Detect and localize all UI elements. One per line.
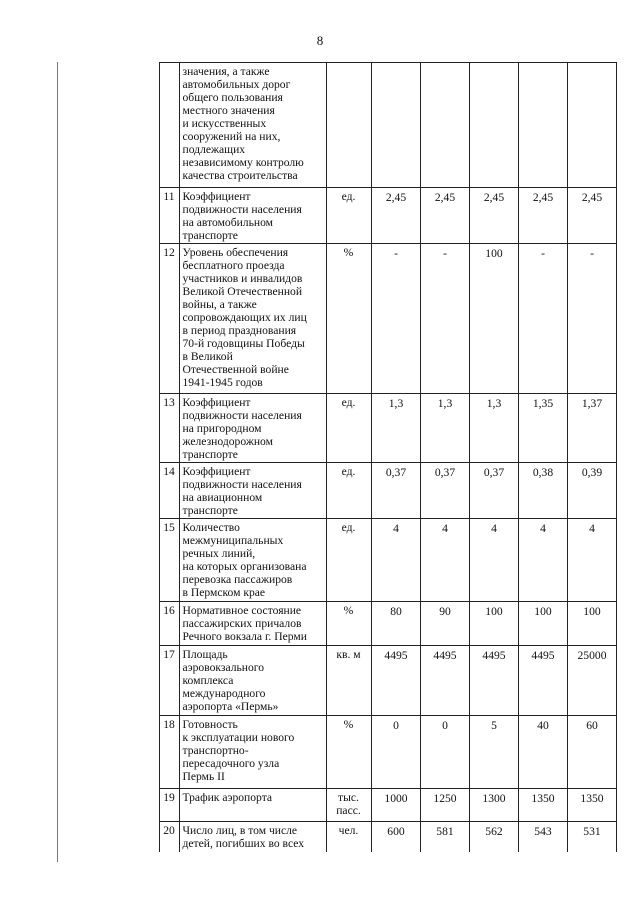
value-cell-4 bbox=[518, 646, 567, 716]
indicator-name-cell-text: Нормативное состояние пассажирских причалов Речного вокзала г. Перми bbox=[182, 604, 307, 643]
value-cell-2-text: 2,45 bbox=[434, 191, 456, 204]
value-cell-2 bbox=[420, 519, 469, 602]
value-cell-5 bbox=[567, 63, 616, 188]
value-cell-4-text: 1350 bbox=[531, 792, 555, 805]
unit-cell-text: чел. bbox=[338, 824, 359, 837]
value-cell-1 bbox=[371, 822, 420, 852]
unit-cell-text: % bbox=[343, 718, 354, 731]
value-cell-3 bbox=[469, 789, 518, 822]
value-cell-3 bbox=[469, 822, 518, 852]
value-cell-3 bbox=[469, 244, 518, 394]
left-blank-cell bbox=[58, 63, 159, 188]
value-cell-4-text: 2,45 bbox=[532, 191, 554, 204]
value-cell-1-text: 4 bbox=[393, 522, 399, 535]
value-cell-1 bbox=[371, 789, 420, 822]
unit-cell-text: % bbox=[343, 246, 354, 259]
row-number-cell bbox=[159, 646, 179, 716]
value-cell-5-text: 4 bbox=[589, 522, 595, 535]
row-number-cell-text: 20 bbox=[163, 824, 175, 837]
indicator-name-cell bbox=[179, 646, 326, 716]
indicator-name-cell-text: Коэффициент подвижности населения на авиационном транспорте bbox=[182, 465, 302, 517]
unit-cell-text: ед. bbox=[341, 190, 356, 203]
table-row bbox=[58, 602, 616, 646]
value-cell-1 bbox=[371, 244, 420, 394]
value-cell-5-text: 60 bbox=[586, 719, 598, 732]
value-cell-4-text: 1,35 bbox=[532, 397, 554, 410]
row-number-cell bbox=[159, 244, 179, 394]
value-cell-5-text: 1350 bbox=[580, 792, 604, 805]
value-cell-5-text: 2,45 bbox=[581, 191, 603, 204]
left-blank-cell bbox=[58, 244, 159, 394]
value-cell-3 bbox=[469, 63, 518, 188]
value-cell-2-text: 581 bbox=[436, 825, 454, 838]
unit-cell bbox=[326, 822, 371, 852]
value-cell-4 bbox=[518, 822, 567, 852]
row-number-cell-text: 12 bbox=[163, 246, 175, 259]
unit-cell bbox=[326, 188, 371, 244]
value-cell-5 bbox=[567, 646, 616, 716]
value-cell-5 bbox=[567, 244, 616, 394]
indicator-name-cell bbox=[179, 822, 326, 852]
value-cell-2-text: 1,3 bbox=[437, 397, 453, 410]
indicators-table bbox=[58, 62, 617, 852]
value-cell-2 bbox=[420, 244, 469, 394]
value-cell-1-text: - bbox=[394, 247, 398, 260]
unit-cell bbox=[326, 789, 371, 822]
value-cell-2 bbox=[420, 394, 469, 463]
value-cell-1 bbox=[371, 646, 420, 716]
value-cell-4 bbox=[518, 394, 567, 463]
row-number-cell bbox=[159, 188, 179, 244]
value-cell-4 bbox=[518, 244, 567, 394]
value-cell-1-text: 1000 bbox=[384, 792, 408, 805]
value-cell-5-text: 0,39 bbox=[581, 466, 603, 479]
left-blank-cell bbox=[58, 646, 159, 716]
table-body bbox=[58, 63, 616, 852]
left-blank-cell bbox=[58, 519, 159, 602]
value-cell-1 bbox=[371, 188, 420, 244]
indicator-name-cell bbox=[179, 519, 326, 602]
row-number-cell bbox=[159, 394, 179, 463]
value-cell-2 bbox=[420, 646, 469, 716]
table-row bbox=[58, 188, 616, 244]
value-cell-1 bbox=[371, 463, 420, 519]
indicator-name-cell bbox=[179, 789, 326, 822]
value-cell-3-text: 2,45 bbox=[483, 191, 505, 204]
value-cell-3-text: 562 bbox=[485, 825, 503, 838]
table-row bbox=[58, 646, 616, 716]
value-cell-4-text: - bbox=[541, 247, 545, 260]
value-cell-3-text: 1,3 bbox=[486, 397, 502, 410]
indicator-name-cell bbox=[179, 602, 326, 646]
row-number-cell-text: 11 bbox=[163, 190, 175, 203]
value-cell-5-text: 531 bbox=[583, 825, 601, 838]
row-number-cell bbox=[159, 716, 179, 789]
value-cell-3 bbox=[469, 188, 518, 244]
row-number-cell-text: 14 bbox=[163, 465, 175, 478]
value-cell-1-text: 0 bbox=[393, 719, 399, 732]
value-cell-2 bbox=[420, 716, 469, 789]
table-row bbox=[58, 394, 616, 463]
left-blank-cell bbox=[58, 716, 159, 789]
indicator-name-cell-text: Коэффициент подвижности населения на пригородном железнодорожном транспорте bbox=[182, 396, 302, 461]
value-cell-1-text: 1,3 bbox=[388, 397, 404, 410]
value-cell-3-text: 0,37 bbox=[483, 466, 505, 479]
value-cell-5 bbox=[567, 188, 616, 244]
value-cell-2 bbox=[420, 602, 469, 646]
value-cell-5-text: 100 bbox=[583, 605, 601, 618]
indicator-name-cell bbox=[179, 63, 326, 188]
indicators-table-wrap bbox=[58, 62, 616, 852]
value-cell-5 bbox=[567, 519, 616, 602]
table-row bbox=[58, 716, 616, 789]
value-cell-4 bbox=[518, 463, 567, 519]
left-blank-cell bbox=[58, 822, 159, 852]
value-cell-2-text: 90 bbox=[439, 605, 451, 618]
value-cell-2-text: 4495 bbox=[433, 649, 457, 662]
value-cell-4-text: 4495 bbox=[531, 649, 555, 662]
unit-cell bbox=[326, 716, 371, 789]
indicator-name-cell-text: Коэффициент подвижности населения на автомобильном транспорте bbox=[182, 190, 302, 242]
value-cell-1 bbox=[371, 519, 420, 602]
value-cell-3-text: 4 bbox=[491, 522, 497, 535]
unit-cell-text: тыс. пасс. bbox=[336, 791, 361, 817]
value-cell-5 bbox=[567, 394, 616, 463]
value-cell-5 bbox=[567, 602, 616, 646]
value-cell-3-text: 1300 bbox=[482, 792, 506, 805]
value-cell-3 bbox=[469, 646, 518, 716]
value-cell-4-text: 40 bbox=[537, 719, 549, 732]
value-cell-5 bbox=[567, 716, 616, 789]
value-cell-2-text: 0 bbox=[442, 719, 448, 732]
page-number: 8 bbox=[316, 33, 324, 48]
value-cell-2-text: 0,37 bbox=[434, 466, 456, 479]
indicator-name-cell bbox=[179, 463, 326, 519]
unit-cell bbox=[326, 519, 371, 602]
indicator-name-cell bbox=[179, 244, 326, 394]
value-cell-2 bbox=[420, 63, 469, 188]
value-cell-3-text: 5 bbox=[491, 719, 497, 732]
value-cell-5-text: 25000 bbox=[577, 649, 607, 662]
value-cell-3 bbox=[469, 602, 518, 646]
indicator-name-cell-text: Количество межмуниципальных речных линий, на которых организована перевозка пассажиров в Пермском крае bbox=[182, 521, 307, 599]
indicator-name-cell-text: Трафик аэропорта bbox=[182, 791, 273, 804]
table-row bbox=[58, 789, 616, 822]
value-cell-1 bbox=[371, 716, 420, 789]
value-cell-1-text: 0,37 bbox=[385, 466, 407, 479]
value-cell-1-text: 600 bbox=[387, 825, 405, 838]
indicator-name-cell bbox=[179, 716, 326, 789]
value-cell-4 bbox=[518, 519, 567, 602]
indicator-name-cell bbox=[179, 394, 326, 463]
value-cell-3-text: 4495 bbox=[482, 649, 506, 662]
unit-cell bbox=[326, 463, 371, 519]
row-number-cell-text: 19 bbox=[163, 791, 175, 804]
unit-cell-text: ед. bbox=[341, 521, 356, 534]
value-cell-1 bbox=[371, 63, 420, 188]
row-number-cell-text: 13 bbox=[163, 396, 175, 409]
value-cell-5 bbox=[567, 789, 616, 822]
row-number-cell-text: 16 bbox=[163, 604, 175, 617]
indicator-name-cell-text: Готовность к эксплуатации нового транспортно- пересадочного узла Пермь II bbox=[182, 718, 295, 783]
value-cell-1-text: 80 bbox=[390, 605, 402, 618]
row-number-cell bbox=[159, 63, 179, 188]
value-cell-4 bbox=[518, 789, 567, 822]
value-cell-2-text: - bbox=[443, 247, 447, 260]
unit-cell bbox=[326, 646, 371, 716]
unit-cell-text: ед. bbox=[341, 396, 356, 409]
table-row bbox=[58, 822, 616, 852]
indicator-name-cell-text: значения, а также автомобильных дорог общего пользования местного значения и искусственных сооружений на них, подлежащих независимому контролю качества строительства bbox=[182, 65, 304, 182]
value-cell-4 bbox=[518, 188, 567, 244]
value-cell-3-text: 100 bbox=[485, 247, 503, 260]
left-blank-cell bbox=[58, 463, 159, 519]
row-number-cell bbox=[159, 789, 179, 822]
unit-cell-text: кв. м bbox=[336, 648, 361, 661]
table-row bbox=[58, 63, 616, 188]
value-cell-3 bbox=[469, 519, 518, 602]
value-cell-4-text: 0,38 bbox=[532, 466, 554, 479]
left-blank-cell bbox=[58, 789, 159, 822]
row-number-cell bbox=[159, 822, 179, 852]
row-number-cell bbox=[159, 463, 179, 519]
left-blank-cell bbox=[58, 394, 159, 463]
indicator-name-cell-text: Число лиц, в том числе детей, погибших во всех bbox=[182, 824, 305, 850]
unit-cell bbox=[326, 602, 371, 646]
value-cell-3-text: 100 bbox=[485, 605, 503, 618]
row-number-cell bbox=[159, 519, 179, 602]
left-blank-cell bbox=[58, 188, 159, 244]
value-cell-4 bbox=[518, 602, 567, 646]
value-cell-1 bbox=[371, 602, 420, 646]
value-cell-2-text: 1250 bbox=[433, 792, 457, 805]
value-cell-4-text: 543 bbox=[534, 825, 552, 838]
row-number-cell bbox=[159, 602, 179, 646]
row-number-cell-text: 18 bbox=[163, 718, 175, 731]
table-row bbox=[58, 519, 616, 602]
value-cell-2 bbox=[420, 188, 469, 244]
value-cell-4-text: 100 bbox=[534, 605, 552, 618]
left-blank-cell bbox=[58, 602, 159, 646]
row-number-cell-text: 15 bbox=[163, 521, 175, 534]
value-cell-2 bbox=[420, 463, 469, 519]
unit-cell-text: % bbox=[343, 604, 354, 617]
value-cell-4-text: 4 bbox=[540, 522, 546, 535]
table-row bbox=[58, 463, 616, 519]
value-cell-1-text: 4495 bbox=[384, 649, 408, 662]
value-cell-2 bbox=[420, 822, 469, 852]
indicator-name-cell bbox=[179, 188, 326, 244]
indicator-name-cell-text: Уровень обеспечения бесплатного проезда участников и инвалидов Великой Отечественной войны, а также сопровождающих их лиц в период празднования 70-й годовщины Победы в Великой Отечественной войне 1941-1945 годов bbox=[182, 246, 307, 389]
unit-cell bbox=[326, 244, 371, 394]
value-cell-5 bbox=[567, 463, 616, 519]
value-cell-2-text: 4 bbox=[442, 522, 448, 535]
value-cell-2 bbox=[420, 789, 469, 822]
row-number-cell-text: 17 bbox=[163, 648, 175, 661]
value-cell-3 bbox=[469, 716, 518, 789]
value-cell-5-text: 1,37 bbox=[581, 397, 603, 410]
value-cell-3 bbox=[469, 463, 518, 519]
value-cell-5-text: - bbox=[590, 247, 594, 260]
table-row bbox=[58, 244, 616, 394]
value-cell-4 bbox=[518, 63, 567, 188]
indicator-name-cell-text: Площадь аэровокзального комплекса международного аэропорта «Пермь» bbox=[182, 648, 279, 713]
value-cell-5 bbox=[567, 822, 616, 852]
unit-cell-text: ед. bbox=[341, 465, 356, 478]
value-cell-1 bbox=[371, 394, 420, 463]
unit-cell bbox=[326, 394, 371, 463]
value-cell-4 bbox=[518, 716, 567, 789]
value-cell-1-text: 2,45 bbox=[385, 191, 407, 204]
value-cell-3 bbox=[469, 394, 518, 463]
unit-cell bbox=[326, 63, 371, 188]
